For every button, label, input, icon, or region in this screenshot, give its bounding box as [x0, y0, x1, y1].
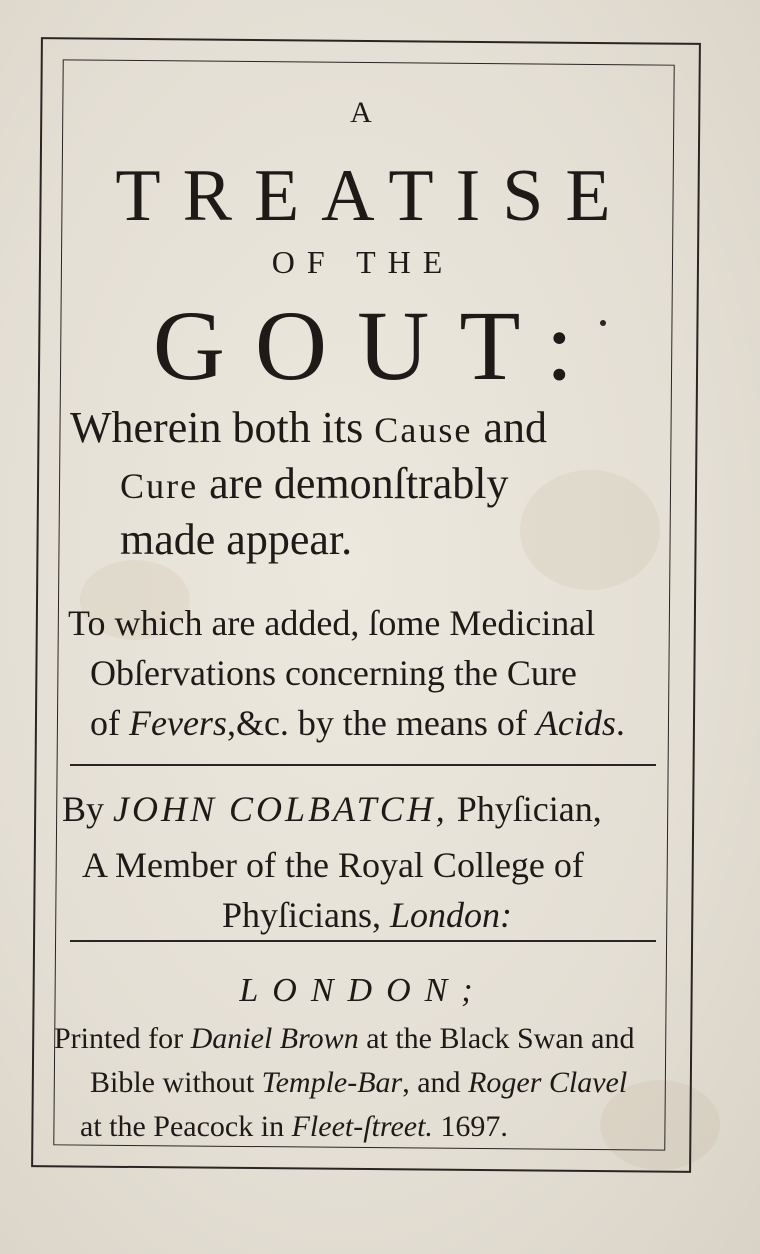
author-line-3: Phyſicians, London: — [222, 895, 513, 935]
subtitle-line-1: Wherein both its Cause and — [70, 403, 547, 452]
additions-line-3: of Fevers,&c. by the means of Acids. — [90, 703, 625, 743]
divider-rule — [70, 764, 656, 766]
title-treatise: TREATISE — [115, 155, 633, 237]
title-article: A — [350, 96, 376, 129]
imprint-line-3: at the Peacock in Fleet-ſtreet. 1697. — [80, 1110, 508, 1143]
author-line-1: By JOHN COLBATCH, Phyſician, — [62, 789, 602, 829]
imprint-place: LONDON; — [239, 972, 487, 1009]
subtitle-line-3: made appear. — [120, 515, 353, 564]
additions-line-1: To which are added, ſome Medicinal — [68, 603, 596, 643]
imprint-line-1: Printed for Daniel Brown at the Black Swan and — [54, 1022, 635, 1055]
author-line-2: A Member of the Royal College of — [82, 845, 584, 885]
imprint-line-2: Bible without Temple-Bar, and Roger Clavel — [90, 1066, 628, 1099]
title-of-the: OF THE — [271, 244, 455, 280]
title-page-content — [54, 62, 668, 1146]
title-gout: GOUT: — [152, 290, 604, 401]
subtitle-line-2: Cure are demonſtrably — [120, 459, 509, 508]
additions-line-2: Obſervations concerning the Cure — [90, 653, 577, 693]
divider-rule — [70, 940, 656, 942]
